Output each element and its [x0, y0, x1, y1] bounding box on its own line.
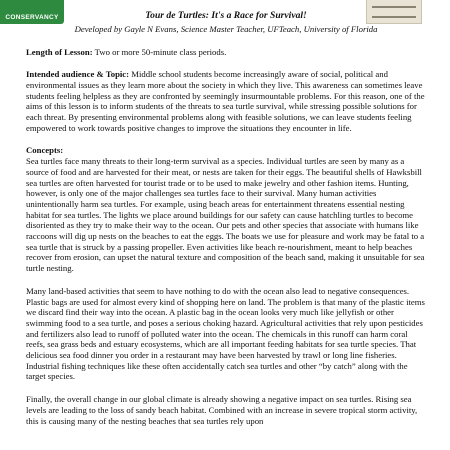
intended-audience — [26, 69, 426, 133]
concepts-heading: Concepts: — [26, 145, 64, 156]
concepts-paragraph-climate: Finally, the overall change in our global climate is already showing a negative impact on sea turtles. Rising sea levels are leading to the loss of sandy beach habitat. Combined with an increase in severe tropical storm activity, this is causing many of the nesting beaches that sea turtles rely upon — [26, 394, 418, 426]
length-label: Length of Lesson: — [26, 46, 93, 57]
document-byline: Developed by Gayle N Evans, Science Master Teacher, UFTeach, University of Florida — [74, 23, 378, 34]
logo-text: CONSERVANCY — [5, 14, 59, 21]
length-of-lesson — [26, 47, 426, 58]
concepts-paragraph-threats: Sea turtles face many threats to their long-term survival as a species. Individual turtles are seen by many as a source of food and are harvested for their meat, or nests are taken for their eggs. The beautiful shells of Hawksbill sea turtles are often harvested for tourist trade or to be used to make jewelry and other fashion items. Hunting, however, is only one of the major challenges sea turtles face to their survival. Many human activities unintentionally harm sea turtles. For example, using beach areas for entertainment threatens essential nesting habitat for sea turtles. The lights we place around buildings for our safety can cause hatchling turtles to become disoriented as they try to make their way to the ocean. Our pets and other species that associate with humans like raccoons will dig up nests on the beaches to eat the eggs. The boats we use for pleasure and work may be fatal to a sea turtle that is struck by a passing propeller. Even activities like beach re-nourishment, meant to help beaches recover from erosion, can upset the natural texture and composition of the beach sand, making it unsuitable for sea turtle nesting. — [26, 156, 425, 274]
document-title: Tour de Turtles: It's a Race for Survival! — [145, 10, 307, 21]
lesson-document — [26, 10, 426, 438]
concepts-paragraph-land: Many land-based activities that seem to have nothing to do with the ocean also lead to negative consequences. Plastic bags are used for almost every kind of shopping here on land. The problem is that many of the plastic items we discard find their way into the ocean. A plastic bag in the ocean looks very much like jellyfish or other swimming food to a sea turtle, and poses a serious choking hazard. Agricultural activities that rely upon pesticides and fertilizers also lead to runoff of polluted water into the ocean. The chemicals in this runoff can harm coral reefs, sea grass beds and estuary ecosystems, which are all important feeding habitats for sea turtle species. That delicious sea food dinner you order in a restaurant may have been harvested by trawl or long line fisheries. Industrial fishing techniques like these often accidentally catch sea turtles and other “by catch” along with the target species. — [26, 285, 425, 382]
length-text: Two or more 50-minute class periods. — [92, 46, 227, 57]
audience-text: Middle school students become increasingly aware of social, political and environmental issues as they learn more about the society in which they live. This awareness can sometimes leave students feeling helpless as they are confronted by seemingly insurmountable problems. For this reason, one of the aims of this lesson is to inform students of the threats to sea turtle survival, while stressing possible solutions for each threat. By presenting environmental problems along with feasible solutions, we can leave students feeling empowered to work towards positive changes to improve the situations they encounter in life. — [26, 69, 425, 133]
audience-label: Intended audience & Topic: — [26, 69, 130, 80]
